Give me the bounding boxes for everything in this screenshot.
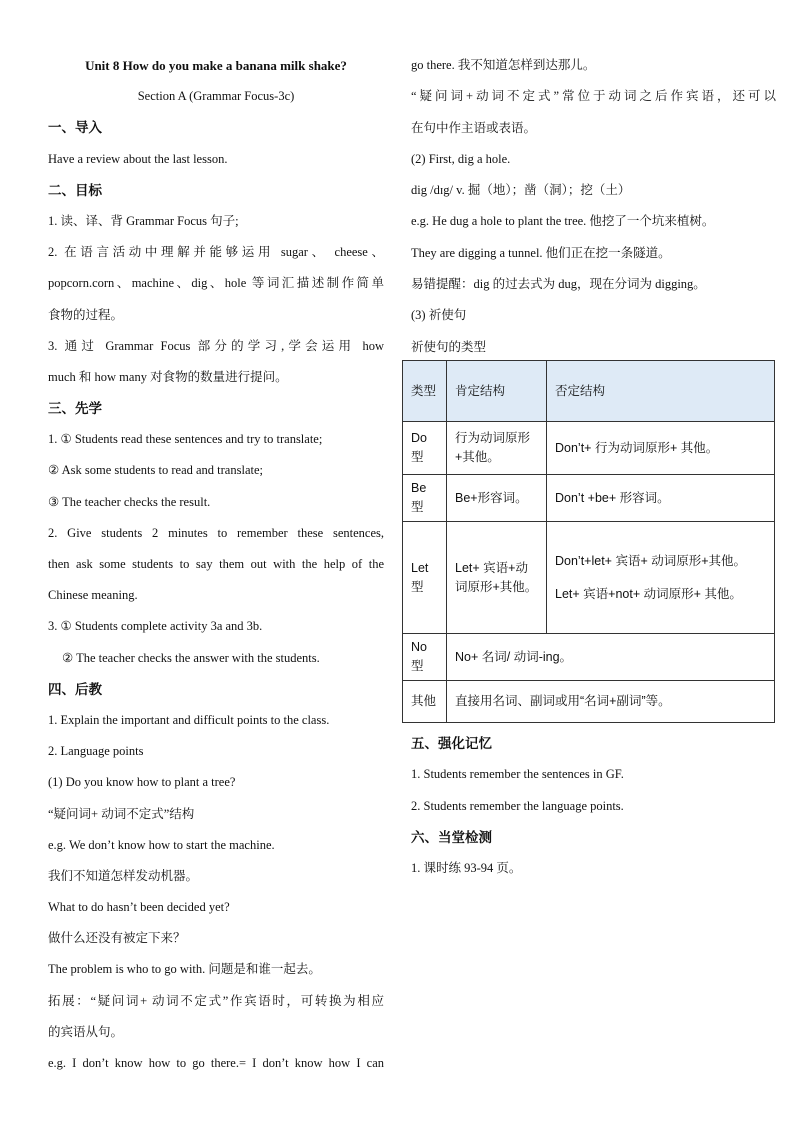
text-line: 1. ① Students read these sentences and try to translate; (48, 432, 323, 447)
text-line: (2) First, dig a hole. (411, 151, 511, 166)
text-line: popcorn.corn、machine、dig、hole 等词汇描述制作简单 (48, 276, 384, 291)
text-line: ② Ask some students to read and translate; (48, 463, 263, 478)
text-line: (1) Do you know how to plant a tree? (48, 775, 236, 790)
row-type: 其他 (403, 681, 447, 723)
row-negative: Don’t+ 行为动词原形+ 其他。 (547, 422, 775, 475)
row-negative: Don’t +be+ 形容词。 (547, 475, 775, 522)
left-column (48, 50, 384, 1079)
row-type: No 型 (403, 634, 447, 681)
text-line: 1. Explain the important and difficult points to the class. (48, 712, 330, 727)
row-type: Let 型 (403, 522, 447, 634)
text-line: 易错提醒：dig 的过去式为 dug，现在分词为 digging。 (411, 277, 706, 292)
section-heading: 二、目标 (48, 182, 102, 198)
text-line: They are digging a tunnel. 他们正在挖一条隧道。 (411, 245, 671, 260)
row-merged: 直接用名词、副词或用“名词+副词”等。 (447, 681, 775, 723)
text-line: 1. 课时练 93-94 页。 (411, 861, 522, 876)
text-line: 的宾语从句。 (48, 1024, 124, 1039)
table-row-other (403, 681, 775, 723)
section-heading: 六、当堂检测 (411, 829, 492, 845)
text-line: dig /dɪg/ v. 掘（地）；凿（洞）；挖（土） (411, 183, 631, 198)
table-header-negative: 否定结构 (547, 361, 775, 422)
table-row-let (403, 522, 775, 634)
text-line: 2. Students remember the language points. (411, 798, 624, 813)
text-line: then ask some students to say them out with the help of the (48, 557, 384, 571)
section-heading: 三、先学 (48, 401, 102, 417)
document-title: Unit 8 How do you make a banana milk shake? (85, 58, 347, 73)
text-line: 2. Language points (48, 744, 144, 759)
text-line: 做什么还没有被定下来？ (48, 931, 186, 946)
text-line: 2. 在语言活动中理解并能够运用 sugar、 cheese、 (48, 245, 384, 260)
section-heading: 一、导入 (48, 120, 102, 136)
right-column-top (411, 50, 776, 363)
row-merged: No+ 名词/ 动词-ing。 (447, 634, 775, 681)
table-row-be (403, 475, 775, 522)
text-line: 拓展：“疑问词+ 动词不定式”作宾语时，可转换为相应 (48, 993, 384, 1008)
table-header-type: 类型 (403, 361, 447, 422)
section-heading: 五、强化记忆 (411, 736, 492, 751)
row-negative (547, 522, 775, 634)
table-header-positive: 肯定结构 (447, 361, 547, 422)
negative-form-1: Don’t+let+ 宾语+ 动词原形+其他。 (555, 553, 747, 568)
text-line: 食物的过程。 (48, 307, 124, 322)
row-type: Do 型 (403, 422, 447, 475)
table-row-no (403, 634, 775, 681)
row-positive: 行为动词原形+其他。 (447, 422, 547, 475)
table-row-do (403, 422, 775, 475)
document-subtitle: Section A (Grammar Focus-3c) (137, 89, 295, 104)
text-line: The problem is who to go with. 问题是和谁一起去。 (48, 962, 321, 977)
text-line: 3. ① Students complete activity 3a and 3b. (48, 619, 263, 634)
table-header-row (403, 361, 775, 422)
text-line: go there. 我不知道怎样到达那儿。 (411, 58, 596, 72)
section-heading: 四、后教 (48, 681, 102, 697)
row-positive: Be+形容词。 (447, 475, 547, 522)
text-line: ② The teacher checks the answer with the students. (62, 650, 320, 665)
text-line: “疑问词+ 动词不定式”结构 (48, 806, 195, 821)
text-line: much 和 how many 对食物的数量进行提问。 (48, 369, 288, 384)
text-line: (3) 祈使句 (411, 308, 467, 323)
imperative-types-table (402, 360, 775, 723)
negative-form-2: Let+ 宾语+not+ 动词原形+ 其他。 (555, 586, 742, 601)
right-column-bottom (411, 728, 776, 884)
text-line: Have a review about the last lesson. (48, 151, 228, 166)
text-line: e.g. I don’t know how to go there.= I don’t know how I can (48, 1056, 384, 1070)
text-line: 我们不知道怎样发动机器。 (48, 868, 199, 883)
text-line: 1. Students remember the sentences in GF. (411, 767, 624, 782)
text-line: 1. 读、译、背 Grammar Focus 句子; (48, 213, 239, 228)
text-line: 在句中作主语或表语。 (411, 120, 537, 135)
text-line: 3. 通过 Grammar Focus 部分的学习,学会运用 how (48, 338, 384, 353)
text-line: e.g. We don’t know how to start the machine. (48, 837, 275, 852)
text-line: e.g. He dug a hole to plant the tree. 他挖了一个坑来植树。 (411, 214, 715, 229)
row-type: Be 型 (403, 475, 447, 522)
text-line: Chinese meaning. (48, 588, 138, 603)
text-line: 2. Give students 2 minutes to remember these sentences, (48, 525, 384, 540)
text-line: 祈使句的类型 (411, 339, 487, 354)
text-line: “疑问词+动词不定式”常位于动词之后作宾语，还可以 (411, 89, 776, 104)
text-line: What to do hasn’t been decided yet? (48, 900, 230, 915)
row-positive: Let+ 宾语+动词原形+其他。 (447, 522, 547, 634)
text-line: ③ The teacher checks the result. (48, 494, 211, 509)
